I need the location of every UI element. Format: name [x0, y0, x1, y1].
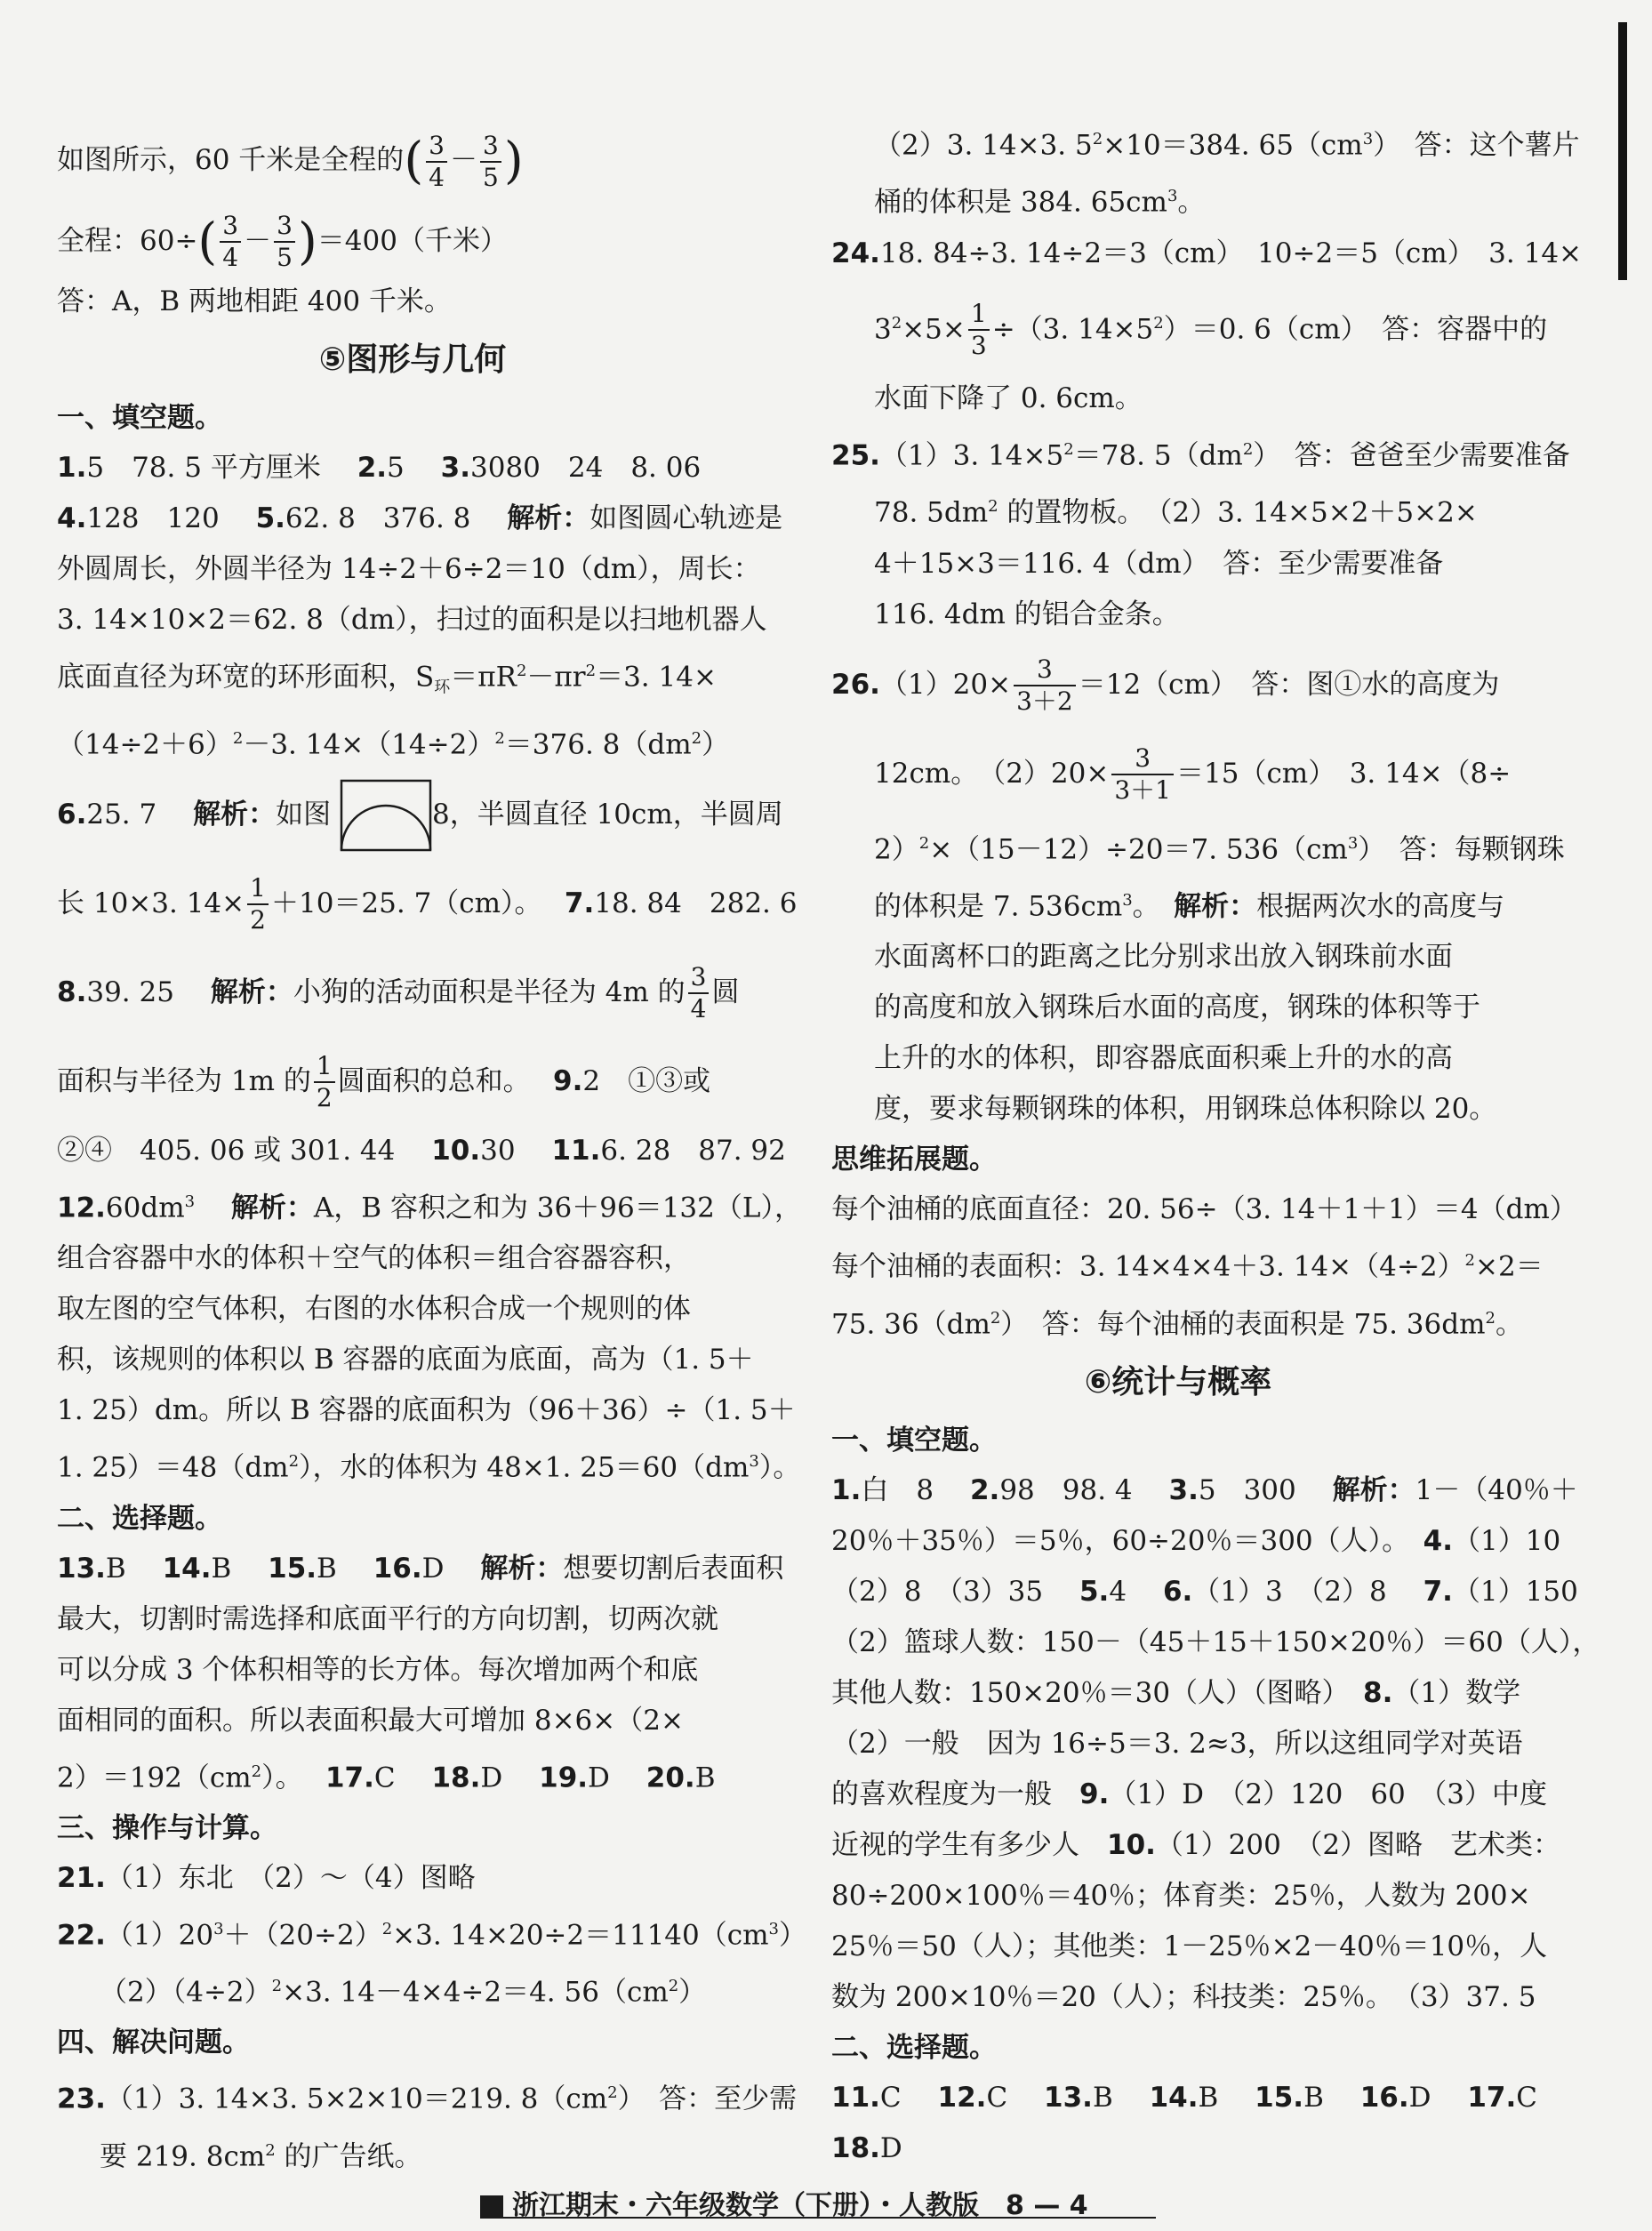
answer-line: 积，该规则的体积以 B 容器的底面为底面，高为（1. 5＋ — [57, 1344, 754, 1376]
page-footer: 浙江期末・六年级数学（下册）・人教版 8 — 4 — [480, 2183, 1156, 2219]
fraction: $\frac{3}{4}$ — [220, 211, 241, 273]
answer-line: 80÷200×100％＝40％；体育类：25％，人数为 200× — [831, 1879, 1531, 1912]
answer-line: 桶的体积是 384. $65cm^3$。 — [874, 186, 1206, 219]
answer-line: 1.5 78. 5 平方厘米 2.5 3.3080 24 8. 06 — [57, 452, 702, 484]
answer-line: 每个油桶的底面直径：20. 56÷（3. 14＋1＋1）＝4（dm） — [831, 1193, 1577, 1226]
answer-line: 78. $5dm^2$ 的置物板。 （2）3. 14×5×2＋5×2× — [874, 496, 1478, 529]
answer-line: $(14\div 2+6)^2-3$. $14\times(14\div 2)^2=376$. $8(dm^2)$ — [57, 727, 730, 760]
section-title-geometry: ⑤图形与几何 — [318, 341, 507, 378]
answer-line: $3^2\times 5\times$ $\frac{1}{3}$ ÷（3. $14\times 5^2)=0$. 6（cm） 答：容器中的 — [874, 299, 1548, 361]
answer-line: 75. $36(dm^2)$ 答：每个油桶的表面积是 75. $36dm^2$。 — [831, 1307, 1523, 1340]
answer-line: 近视的学生有多少人 10.（1）200 （2）图略 艺术类： — [831, 1828, 1561, 1861]
answer-line: 的体积是 7. $536cm^3$。 解析：根据两次水的高度与 — [874, 890, 1505, 923]
answer-line: 4.128 120 5.62. 8 376. 8 解析：如图圆心轨迹是 — [57, 502, 783, 534]
answer-line: 度，要求每颗钢珠的体积，用钢珠总体积除以 20。 — [874, 1093, 1497, 1126]
answer-line: 外圆周长，外圆半径为 14÷2＋6÷2＝10（dm），周长： — [57, 553, 761, 585]
answer-line: 1. 25）dm。所以 B 容器的底面积为（96＋36）÷（1. 5＋ — [57, 1394, 796, 1427]
answer-line: 6.25. 7 解析：如图 8，半圆直径 10cm，半圆周 — [57, 770, 768, 859]
subheading-choice: 二、选择题。 — [57, 1502, 222, 1535]
answer-line: （2）8 （3）35 5.4 6.（1）3 （2）8 7.（1）150 — [831, 1575, 1578, 1608]
answer-line: 13.B 14.B 15.B 16.D 解析：想要切割后表面积 — [57, 1552, 784, 1585]
answer-line: 面积与半径为 1m 的 $\frac{1}{2}$ 圆面积的总和。 9.2 ①③或 — [57, 1051, 711, 1113]
answer-line: 3. 14×10×2＝62. 8（dm），扫过的面积是以扫地机器人 — [57, 604, 767, 636]
answer-line: $12.60dm^3$ 解析：A，B 容积之和为 36＋96＝132（L）， — [57, 1192, 802, 1224]
answer-line: 23.（1）3. 14×3. 5×2×10＝219. $8(cm^2)$ 答：至少需 — [57, 2083, 798, 2115]
answer-line: 可以分成 3 个体积相等的长方体。每次增加两个和底 — [57, 1653, 699, 1686]
footer-rule — [480, 2217, 1156, 2219]
answer-line: 2）$^2$×（15－12）÷20＝7. $536(cm^3)$ 答：每颗钢珠 — [874, 832, 1565, 865]
subheading-choice: 二、选择题。 — [831, 2031, 997, 2064]
answer-line: 数为 200×10％＝20（人）；科技类：25％。 （3）37. 5 — [831, 1980, 1536, 2013]
section-title-statistics: ⑥统计与概率 — [1084, 1363, 1272, 1400]
intro-line-3: 答：A，B 两地相距 400 千米。 — [57, 285, 452, 317]
fraction: $\frac{3}{5}$ — [480, 131, 501, 193]
right-column — [831, 116, 1600, 2174]
answer-line: ②④ 405. 06 或 301. 44 10.30 11.6. 28 87. 92 — [57, 1134, 786, 1167]
fraction: $\frac{1}{2}$ — [247, 873, 269, 935]
answer-line: 底面直径为环宽的环形面积，$S_环=\pi R^2-\pi r^2=3$. 14× — [57, 661, 717, 697]
answer-line: 8.39. 25 解析：小狗的活动面积是半径为 4m 的 $\frac{3}{4}$ 圆 — [57, 962, 740, 1024]
answer-line: 18.D — [831, 2131, 902, 2164]
answer-line: 组合容器中水的体积＋空气的体积＝组合容器容积， — [57, 1242, 691, 1275]
answer-line: 面相同的面积。所以表面积最大可增加 8×6×（2× — [57, 1704, 684, 1737]
fraction: $\frac{3}{4}$ — [688, 962, 710, 1024]
intro-line-2: 全程：60÷( $\frac{3}{4}$ － $\frac{3}{5}$ )＝400（千米） — [57, 211, 508, 272]
answer-line: 25％＝50（人）；其他类：1－25％×2－40％＝10％，人 — [831, 1930, 1548, 1962]
fraction: $\frac{3}{4}$ — [426, 131, 447, 193]
answer-line: 长 10×3. 14× $\frac{1}{2}$ ＋10＝25. 7（cm）。 7.18. 84 282. 6 — [57, 873, 798, 935]
answer-line: 最大，切割时需选择和底面平行的方向切割，切两次就 — [57, 1602, 718, 1635]
answer-line: （2）一般 因为 16÷5＝3. 2≈3，所以这组同学对英语 — [831, 1727, 1523, 1760]
answer-line: （2）篮球人数：150－（45＋15＋150×20％）＝60（人）， — [831, 1625, 1600, 1658]
answer-line: 12cm。 （2）20× $\frac{3}{3+1}$ ＝15（cm） 3. 14×（8÷ — [874, 743, 1512, 806]
semicircle-figure — [340, 779, 432, 852]
answer-line: 的高度和放入钢珠后水面的高度，钢珠的体积等于 — [874, 991, 1480, 1024]
page-number: 8 — 4 — [1006, 2190, 1088, 2221]
fraction: $\frac{3}{3+2}$ — [1014, 654, 1076, 717]
fraction: $\frac{3}{5}$ — [274, 211, 295, 273]
book-logo-icon — [480, 2195, 503, 2219]
answer-line: 11.C 12.C 13.B 14.B 15.B 16.D 17.C — [831, 2081, 1538, 2114]
answer-line: 水面下降了 0. 6cm。 — [874, 381, 1143, 414]
left-column — [57, 116, 806, 2182]
answer-line: 21.（1）东北 （2）～（4）图略 — [57, 1861, 476, 1894]
subheading-think: 思维拓展题。 — [831, 1144, 997, 1176]
answer-line: $22.(1)20^3+(20\div 2)^2\times 3$. $14\times 20\div 2=11140(cm^3)$ — [57, 1919, 806, 1952]
subheading-operation: 三、操作与计算。 — [57, 1811, 277, 1844]
answer-line: 1. $25)=48(dm^2)$，水的体积为 48×1. $25=60(dm^3)$。 — [57, 1451, 801, 1484]
answer-line: 的喜欢程度为一般 9.（1）D （2）120 60 （3）中度 — [831, 1778, 1547, 1810]
answer-line: 20％＋35％）＝5％，60÷20％＝300（人）。 4.（1）10 — [831, 1524, 1561, 1557]
answer-line: 每个油桶的表面积：3. 14×4×4＋3. $14\times(4\div 2)^2\times 2=$ — [831, 1250, 1544, 1283]
answer-line: 上升的水的体积，即容器底面积乘上升的水的高 — [874, 1042, 1453, 1075]
fraction: $\frac{3}{3+1}$ — [1111, 743, 1174, 806]
fraction: $\frac{1}{3}$ — [968, 299, 990, 361]
answer-line: 116. 4dm 的铝合金条。 — [874, 598, 1180, 630]
intro-line-1: 如图所示，60 千米是全程的( $\frac{3}{4}$ － $\frac{3}{5}$ ) — [57, 130, 524, 192]
answer-line: 26.（1）20× $\frac{3}{3+2}$ ＝12（cm） 答：图①水的高度为 — [831, 654, 1500, 717]
answer-line: 24.18. 84÷3. 14÷2＝3（cm） 10÷2＝5（cm） 3. 14× — [831, 237, 1583, 269]
answer-line: 4＋15×3＝116. 4（dm） 答：至少需要准备 — [874, 547, 1444, 580]
answer-line: $2)=192(cm^2)$。 17.C 18.D 19.D 20.B — [57, 1761, 716, 1794]
answer-line: 25.（1）3. $14\times 5^2=78$. $5(dm^2)$ 答：爸爸至少需要准备 — [831, 439, 1570, 472]
page-edge-bar — [1618, 22, 1627, 280]
fraction: $\frac{1}{2}$ — [314, 1051, 335, 1113]
subheading-solve: 四、解决问题。 — [57, 2026, 250, 2059]
answer-line: 1.白 8 2.98 98. 4 3.5 300 解析：1－（40％＋ — [831, 1473, 1578, 1506]
answer-line: $(2)(4\div 2)^2\times 3$. 14－4×4÷2＝4. $56(cm^2)$ — [100, 1976, 707, 2009]
answer-line: 其他人数：150×20％＝30（人）（图略） 8.（1）数学 — [831, 1676, 1521, 1709]
subheading-fill: 一、填空题。 — [831, 1424, 997, 1457]
answer-line: 水面离杯口的距离之比分别求出放入钢珠前水面 — [874, 941, 1453, 974]
answer-line: （2）3. 14×3. $5^2\times 10=384$. $65(cm^3)$ 答：这个薯片 — [874, 129, 1580, 162]
answer-line: 要 219. $8cm^2$ 的广告纸。 — [100, 2140, 422, 2173]
answer-line: 取左图的空气体积，右图的水体积合成一个规则的体 — [57, 1293, 691, 1326]
subheading-fill: 一、填空题。 — [57, 402, 222, 434]
